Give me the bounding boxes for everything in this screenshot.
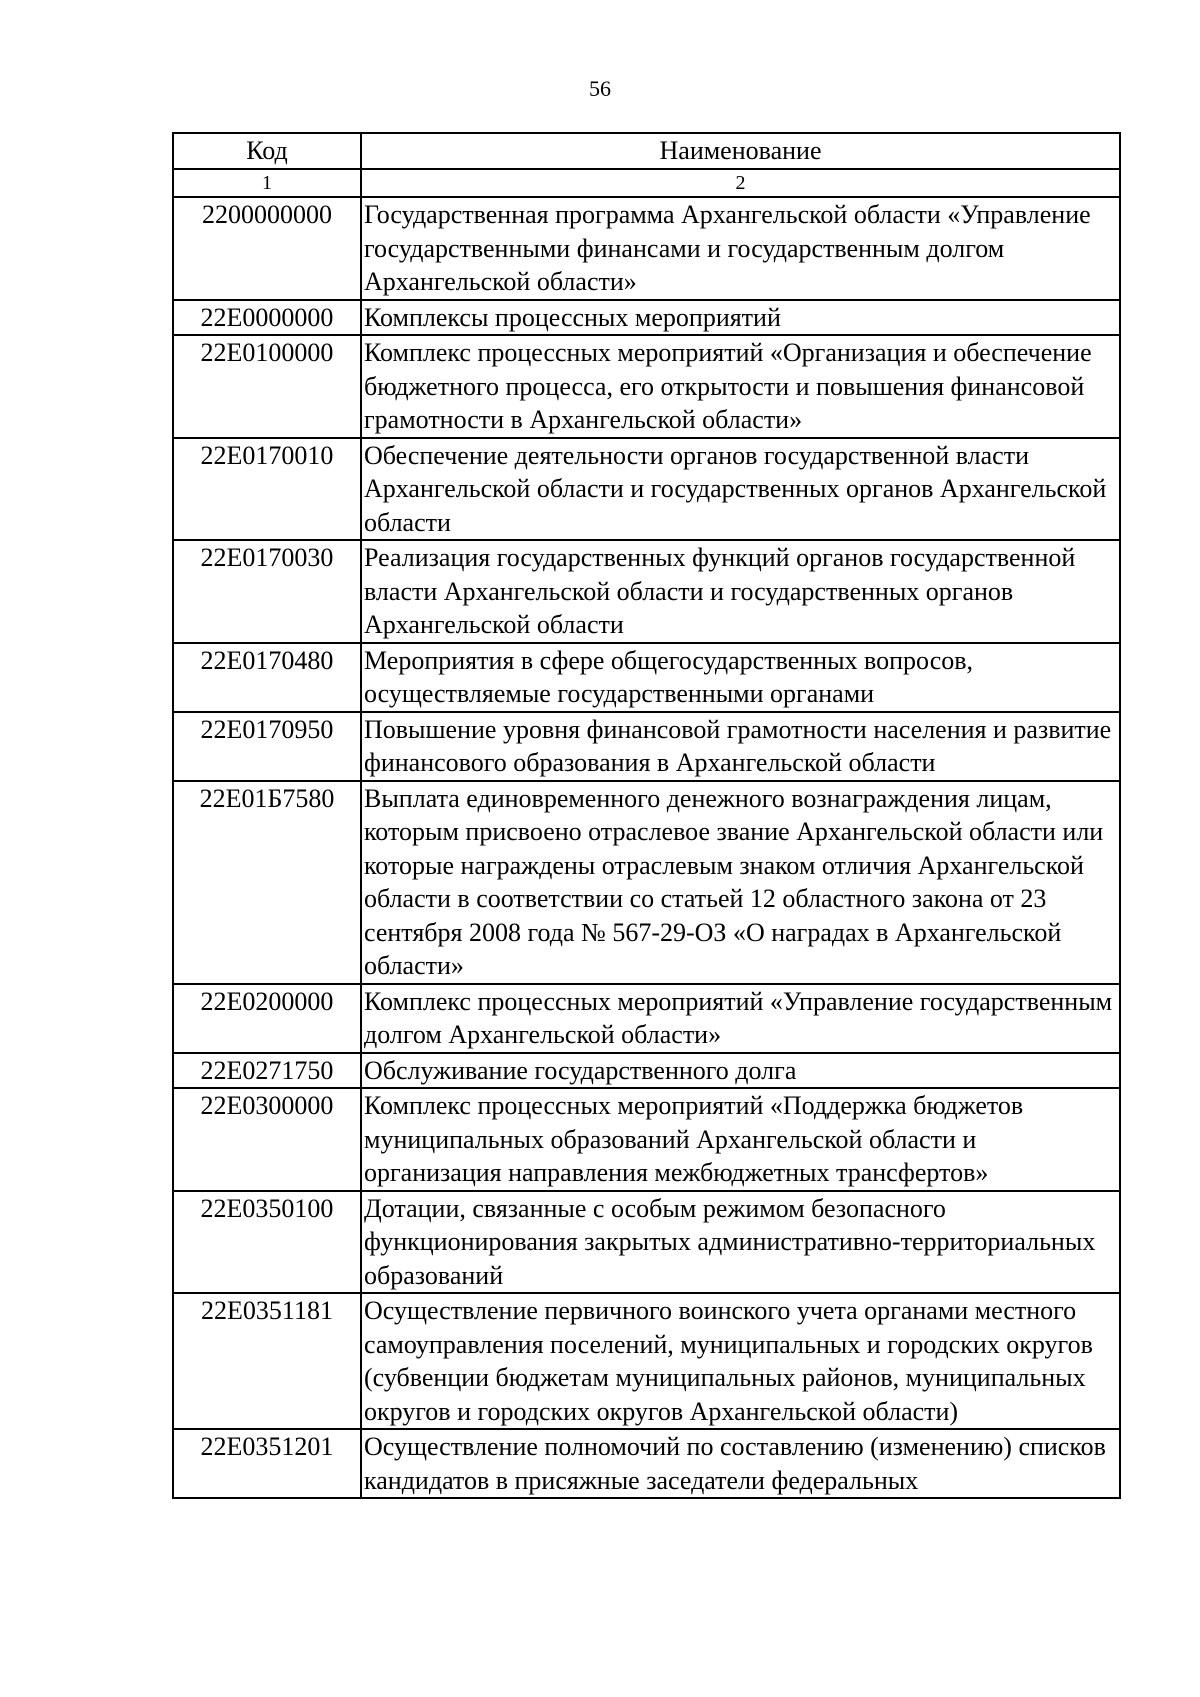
- row-code: 22Е0200000: [173, 984, 361, 1053]
- column-number-2: 2: [361, 169, 1120, 197]
- row-name: Реализация государственных функций органов государственной власти Архангельской области и государственных органов Архангельской области: [361, 540, 1120, 643]
- row-code: 22Е0000000: [173, 300, 361, 336]
- row-name: Мероприятия в сфере общегосударственных вопросов, осуществляемые государственными органами: [361, 643, 1120, 712]
- table-row: [173, 1053, 1120, 1089]
- row-name: Обеспечение деятельности органов государственной власти Архангельской области и государственных органов Архангельской области: [361, 438, 1120, 541]
- table-row: [173, 781, 1120, 984]
- row-code: 22Е0350100: [173, 1191, 361, 1294]
- table-row: [173, 438, 1120, 541]
- table-header-row: [173, 133, 1120, 169]
- row-name: Дотации, связанные с особым режимом безопасного функционирования закрытых административно-территориальных образований: [361, 1191, 1120, 1294]
- row-name: Обслуживание государственного долга: [361, 1053, 1120, 1089]
- row-code: 2200000000: [173, 197, 361, 300]
- column-number-1: 1: [173, 169, 361, 197]
- row-name: Комплексы процессных мероприятий: [361, 300, 1120, 336]
- row-name: Повышение уровня финансовой грамотности населения и развитие финансового образования в Архангельской области: [361, 712, 1120, 781]
- row-name: Комплекс процессных мероприятий «Организация и обеспечение бюджетного процесса, его открытости и повышения финансовой грамотности в Архангельской области»: [361, 335, 1120, 438]
- table-row: [173, 335, 1120, 438]
- table-row: [173, 540, 1120, 643]
- table-row: [173, 197, 1120, 300]
- row-name: Государственная программа Архангельской области «Управление государственными финансами и государственным долгом Архангельской области»: [361, 197, 1120, 300]
- column-header-name: Наименование: [361, 133, 1120, 169]
- table-row: [173, 1293, 1120, 1429]
- row-code: 22Е0170480: [173, 643, 361, 712]
- row-code: 22Е0300000: [173, 1088, 361, 1191]
- table-row: [173, 1088, 1120, 1191]
- row-code: 22Е0170030: [173, 540, 361, 643]
- row-code: 22Е01Б7580: [173, 781, 361, 984]
- row-name: Осуществление первичного воинского учета органами местного самоуправления поселений, муниципальных и городских округов (субвенции бюджетам муниципальных районов, муниципальных округов и городских округов Архангельской области): [361, 1293, 1120, 1429]
- row-code: 22Е0271750: [173, 1053, 361, 1089]
- row-code: 22Е0351201: [173, 1429, 361, 1498]
- row-code: 22Е0170010: [173, 438, 361, 541]
- row-name: Комплекс процессных мероприятий «Поддержка бюджетов муниципальных образований Архангельской области и организация направления межбюджетных трансфертов»: [361, 1088, 1120, 1191]
- row-code: 22Е0100000: [173, 335, 361, 438]
- table-row: [173, 643, 1120, 712]
- table-row: [173, 300, 1120, 336]
- page-number: 56: [589, 76, 611, 101]
- table-row: [173, 1191, 1120, 1294]
- table-row: [173, 712, 1120, 781]
- row-code: 22Е0351181: [173, 1293, 361, 1429]
- table-row: [173, 1429, 1120, 1498]
- row-name: Комплекс процессных мероприятий «Управление государственным долгом Архангельской области»: [361, 984, 1120, 1053]
- budget-classification-table: [172, 132, 1121, 1499]
- column-header-code: Код: [173, 133, 361, 169]
- table-row: [173, 984, 1120, 1053]
- column-number-row: [173, 169, 1120, 197]
- row-name: Выплата единовременного денежного вознаграждения лицам, которым присвоено отраслевое звание Архангельской области или которые награждены отраслевым знаком отличия Архангельской области в соответствии со статьей 12 областного закона от 23 сентября 2008 года № 567-29-ОЗ «О наградах в Архангельской области»: [361, 781, 1120, 984]
- row-name: Осуществление полномочий по составлению (изменению) списков кандидатов в присяжные заседатели федеральных: [361, 1429, 1120, 1498]
- row-code: 22Е0170950: [173, 712, 361, 781]
